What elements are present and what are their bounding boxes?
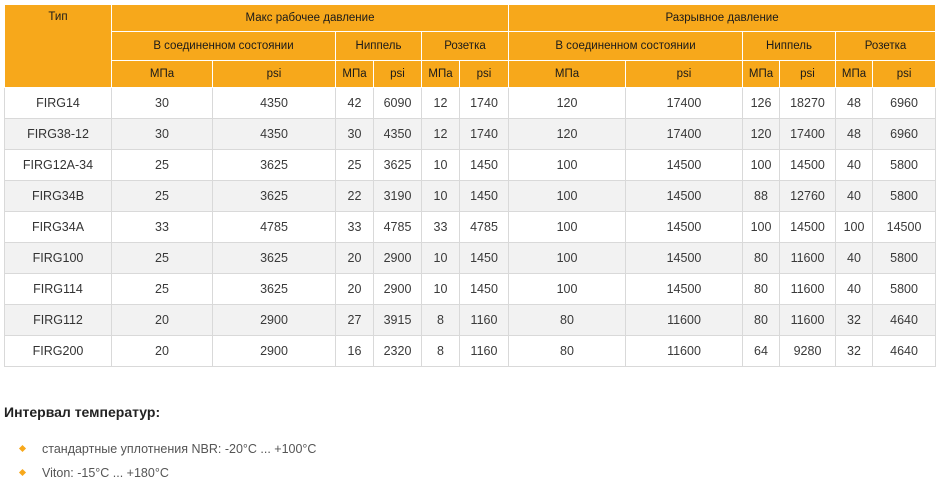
table-row (5, 181, 936, 212)
header-connected-max: В соединенном состоянии (112, 32, 336, 61)
temperature-item-text: Viton: -15°C ... +180°C (42, 466, 169, 480)
table-cell: 10 (422, 274, 460, 305)
table-cell: 5800 (873, 274, 936, 305)
table-cell-type: FIRG12A-34 (5, 150, 112, 181)
table-cell: 14500 (780, 150, 836, 181)
table-cell: 100 (509, 150, 626, 181)
table-cell: 3625 (213, 274, 336, 305)
table-cell: 4350 (213, 88, 336, 119)
header-connected-burst: В соединенном состоянии (509, 32, 743, 61)
table-cell: 4785 (213, 212, 336, 243)
header-unit-psi: psi (213, 61, 336, 88)
temperature-item-nbr (18, 440, 316, 464)
table-cell: 80 (743, 243, 780, 274)
table-cell: 126 (743, 88, 780, 119)
table-cell-type: FIRG114 (5, 274, 112, 305)
table-cell: 30 (112, 119, 213, 150)
table-cell: 14500 (780, 212, 836, 243)
header-unit-psi: psi (460, 61, 509, 88)
table-cell-type: FIRG14 (5, 88, 112, 119)
header-unit-mpa: МПа (743, 61, 780, 88)
table-cell-type: FIRG200 (5, 336, 112, 367)
header-burst-pressure: Разрывное давление (509, 5, 936, 32)
table-cell: 14500 (626, 243, 743, 274)
header-unit-psi: psi (626, 61, 743, 88)
table-cell: 80 (743, 305, 780, 336)
table-cell: 6090 (374, 88, 422, 119)
table-row (5, 88, 936, 119)
table-cell: 42 (336, 88, 374, 119)
table-cell: 2900 (213, 305, 336, 336)
table-cell: 18270 (780, 88, 836, 119)
table-cell: 80 (509, 305, 626, 336)
table-cell: 8 (422, 336, 460, 367)
table-cell: 33 (336, 212, 374, 243)
table-cell: 1160 (460, 305, 509, 336)
table-cell: 5800 (873, 181, 936, 212)
table-cell: 12 (422, 119, 460, 150)
temperature-list (18, 440, 316, 488)
table-cell: 40 (836, 181, 873, 212)
table-row (5, 243, 936, 274)
table-cell: 27 (336, 305, 374, 336)
table-cell: 10 (422, 150, 460, 181)
table-cell: 48 (836, 119, 873, 150)
table-cell: 4350 (374, 119, 422, 150)
table-cell: 20 (112, 336, 213, 367)
header-socket-burst: Розетка (836, 32, 936, 61)
table-cell: 30 (112, 88, 213, 119)
table-cell: 14500 (626, 212, 743, 243)
header-type: Тип (5, 5, 112, 88)
table-row (5, 119, 936, 150)
table-cell: 6960 (873, 88, 936, 119)
table-cell: 1160 (460, 336, 509, 367)
header-unit-mpa: МПа (509, 61, 626, 88)
table-cell: 17400 (626, 88, 743, 119)
table-row (5, 150, 936, 181)
table-cell: 100 (509, 181, 626, 212)
table-row (5, 336, 936, 367)
table-cell: 11600 (780, 274, 836, 305)
table-cell: 14500 (626, 150, 743, 181)
table-cell: 11600 (626, 336, 743, 367)
table-cell: 100 (836, 212, 873, 243)
table-cell: 2900 (374, 243, 422, 274)
table-cell: 120 (509, 88, 626, 119)
table-cell: 48 (836, 88, 873, 119)
table-cell: 22 (336, 181, 374, 212)
table-cell: 1450 (460, 150, 509, 181)
table-cell: 64 (743, 336, 780, 367)
header-unit-psi: psi (873, 61, 936, 88)
table-cell: 12760 (780, 181, 836, 212)
table-cell: 4640 (873, 305, 936, 336)
header-socket-max: Розетка (422, 32, 509, 61)
table-cell: 40 (836, 150, 873, 181)
table-cell: 20 (336, 274, 374, 305)
table-cell: 16 (336, 336, 374, 367)
table-cell: 10 (422, 243, 460, 274)
table-cell: 4785 (374, 212, 422, 243)
header-unit-mpa: МПа (422, 61, 460, 88)
table-cell: 2320 (374, 336, 422, 367)
table-cell: 40 (836, 243, 873, 274)
pressure-table (4, 4, 936, 367)
table-cell-type: FIRG100 (5, 243, 112, 274)
table-cell: 1450 (460, 243, 509, 274)
table-cell: 2900 (374, 274, 422, 305)
table-cell: 33 (112, 212, 213, 243)
table-cell: 4640 (873, 336, 936, 367)
table-cell: 100 (509, 212, 626, 243)
table-cell: 25 (112, 181, 213, 212)
table-cell: 2900 (213, 336, 336, 367)
table-cell: 25 (112, 243, 213, 274)
table-cell: 40 (836, 274, 873, 305)
table-cell: 88 (743, 181, 780, 212)
table-cell: 3625 (374, 150, 422, 181)
diamond-bullet-icon (19, 469, 26, 476)
table-cell: 14500 (626, 181, 743, 212)
table-cell: 12 (422, 88, 460, 119)
table-cell: 3915 (374, 305, 422, 336)
table-cell: 1450 (460, 181, 509, 212)
table-cell: 80 (509, 336, 626, 367)
table-cell: 11600 (780, 243, 836, 274)
header-nipple-burst: Ниппель (743, 32, 836, 61)
table-cell: 25 (336, 150, 374, 181)
table-cell-type: FIRG38-12 (5, 119, 112, 150)
diamond-bullet-icon (19, 445, 26, 452)
table-cell: 25 (112, 274, 213, 305)
table-cell: 20 (112, 305, 213, 336)
table-cell: 10 (422, 181, 460, 212)
table-cell-type: FIRG34A (5, 212, 112, 243)
table-cell: 25 (112, 150, 213, 181)
table-cell: 14500 (873, 212, 936, 243)
table-cell: 100 (509, 243, 626, 274)
table-cell: 1740 (460, 88, 509, 119)
table-row (5, 305, 936, 336)
table-cell: 3625 (213, 181, 336, 212)
table-cell: 32 (836, 305, 873, 336)
table-cell: 3190 (374, 181, 422, 212)
temperature-item-viton (18, 464, 316, 488)
table-body (5, 88, 936, 367)
table-cell: 9280 (780, 336, 836, 367)
table-cell: 120 (509, 119, 626, 150)
table-cell: 14500 (626, 274, 743, 305)
table-cell: 5800 (873, 243, 936, 274)
table-cell: 11600 (780, 305, 836, 336)
table-cell: 6960 (873, 119, 936, 150)
table-cell: 17400 (780, 119, 836, 150)
table-cell: 80 (743, 274, 780, 305)
table-cell: 20 (336, 243, 374, 274)
temperature-item-text: стандартные уплотнения NBR: -20°C ... +100°C (42, 442, 317, 456)
table-row (5, 212, 936, 243)
table-cell: 30 (336, 119, 374, 150)
header-unit-mpa: МПа (836, 61, 873, 88)
table-cell: 4785 (460, 212, 509, 243)
table-cell: 3625 (213, 150, 336, 181)
header-unit-mpa: МПа (112, 61, 213, 88)
header-unit-mpa: МПа (336, 61, 374, 88)
table-cell-type: FIRG34B (5, 181, 112, 212)
header-unit-psi: psi (374, 61, 422, 88)
table-cell: 100 (743, 150, 780, 181)
temperature-range-heading: Интервал температур: (4, 404, 161, 420)
table-cell: 1450 (460, 274, 509, 305)
table-cell: 120 (743, 119, 780, 150)
table-cell: 33 (422, 212, 460, 243)
table-cell: 100 (743, 212, 780, 243)
table-cell: 3625 (213, 243, 336, 274)
header-max-working-pressure: Макс рабочее давление (112, 5, 509, 32)
table-cell: 1740 (460, 119, 509, 150)
table-cell: 4350 (213, 119, 336, 150)
table-row (5, 274, 936, 305)
table-cell: 100 (509, 274, 626, 305)
header-nipple-max: Ниппель (336, 32, 422, 61)
table-cell: 5800 (873, 150, 936, 181)
table-cell-type: FIRG112 (5, 305, 112, 336)
table-cell: 32 (836, 336, 873, 367)
table-cell: 17400 (626, 119, 743, 150)
table-cell: 11600 (626, 305, 743, 336)
table-cell: 8 (422, 305, 460, 336)
header-unit-psi: psi (780, 61, 836, 88)
